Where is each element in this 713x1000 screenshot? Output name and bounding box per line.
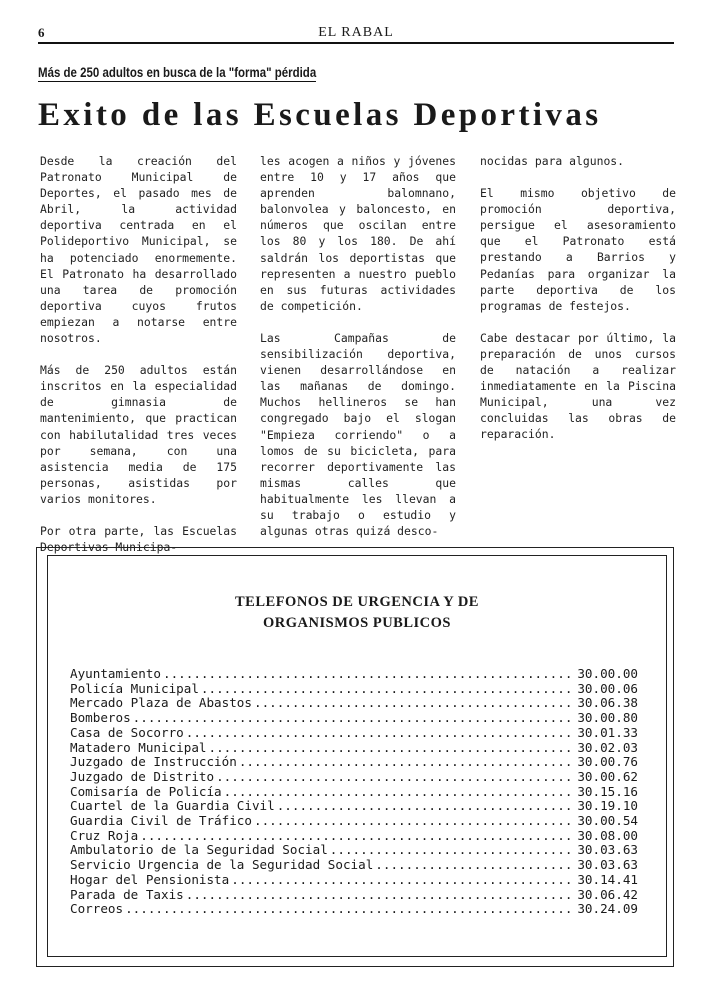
phone-list <box>70 667 638 917</box>
dot-leader <box>254 696 575 711</box>
dot-leader <box>125 902 575 917</box>
dot-leader <box>186 888 576 903</box>
paragraph: les acogen a niños y jóvenes entre 10 y 17 años que aprenden balomnano, balonvolea y baloncesto, en números que oscilan entre los 80 y los 180. De ahí saldrán los deportistas que representen a nuestro pueblo en sus futuras actividades de competición. <box>260 154 456 313</box>
phone-entry <box>70 858 638 873</box>
dot-leader <box>201 682 575 697</box>
phone-entry-name: Juzgado de Instrucción <box>70 754 237 770</box>
phone-box-title-line-1: TELEFONOS DE URGENCIA Y DE <box>235 594 479 610</box>
phone-entry-number: 30.08.00 <box>577 827 638 843</box>
phone-entry <box>70 888 638 903</box>
paragraph: Las Campañas de sensibilización deportiva, vienen desarrollándose en las mañanas de domingo. Muchos hellineros se han congregado bajo el slogan "Empieza corriendo" o a lomos de su bicicleta, para recorrer deportivamente las mismas calles que habitualmente les llevan a su trabajo o estudio y algunas otras quizá desco- <box>260 330 456 539</box>
phone-entry-number: 30.03.63 <box>577 842 638 858</box>
phone-entry-name: Ayuntamiento <box>70 666 161 681</box>
phone-entry-number: 30.00.06 <box>577 680 638 696</box>
phone-entry <box>70 667 638 682</box>
phone-entry-name: Ambulatorio de la Seguridad Social <box>70 842 328 858</box>
dot-leader <box>163 667 575 682</box>
phone-entry <box>70 799 638 814</box>
page-header <box>38 24 674 44</box>
phone-entry <box>70 770 638 785</box>
article-column-3 <box>480 153 676 459</box>
phone-entry <box>70 814 638 829</box>
phone-entry-number: 30.00.62 <box>577 768 638 784</box>
article-column-2 <box>260 153 456 555</box>
phone-entry <box>70 696 638 711</box>
phone-entry-number: 30.14.41 <box>577 871 638 887</box>
dot-leader <box>330 843 576 858</box>
dot-leader <box>231 873 575 888</box>
phone-entry-number: 30.06.38 <box>577 695 638 711</box>
phone-entry-name: Hogar del Pensionista <box>70 871 230 887</box>
dot-leader <box>239 755 576 770</box>
phone-entry <box>70 843 638 858</box>
phone-entry-name: Matadero Municipal <box>70 739 207 755</box>
phone-entry <box>70 873 638 888</box>
phone-entry-number: 30.00.80 <box>577 710 638 726</box>
phone-entry <box>70 741 638 756</box>
paragraph: Más de 250 adultos están inscritos en la especialidad de gimnasia de mantenimiento, que practican con habilutalidad tres veces por semana, con una asistencia media de 175 personas, asistidas por varios monitores. <box>40 363 237 506</box>
paragraph: Desde la creación del Patronato Municipal de Deportes, el pasado mes de Abril, la actividad deportiva centrada en el Polideportivo Municipal, se ha potenciado enormemente. El Patronato ha desarrollado una tarea de promoción deportiva cuyos frutos empiezan a notarse entre nosotros. <box>40 154 237 346</box>
phone-entry-name: Mercado Plaza de Abastos <box>70 695 252 711</box>
dot-leader <box>133 711 576 726</box>
article-headline: Exito de las Escuelas Deportivas <box>38 97 602 133</box>
phone-entry-number: 30.00.00 <box>577 666 638 681</box>
phone-box-title <box>47 592 667 634</box>
phone-entry-number: 30.02.03 <box>577 739 638 755</box>
phone-entry-name: Servicio Urgencia de la Seguridad Social <box>70 857 374 873</box>
dot-leader <box>224 785 576 800</box>
phone-entry <box>70 726 638 741</box>
phone-entry-number: 30.00.54 <box>577 813 638 829</box>
masthead: EL RABAL <box>318 25 394 40</box>
phone-entry-name: Juzgado de Distrito <box>70 768 215 784</box>
paragraph: Cabe destacar por último, la preparación de unos cursos de natación a realizar inmediatamente en la Piscina Municipal, una vez concluidas las obras de reparación. <box>480 330 676 442</box>
phone-entry-name: Parada de Taxis <box>70 886 184 902</box>
phone-entry <box>70 829 638 844</box>
paragraph: El mismo objetivo de promoción deportiva, persigue el asesoramiento que el Patronato está prestando a Barrios y Pedanías para organizar la parte deportiva de los programas de festejos. <box>480 186 676 313</box>
phone-entry-number: 30.24.09 <box>577 901 638 917</box>
dot-leader <box>186 726 576 741</box>
dot-leader <box>375 858 575 873</box>
dot-leader <box>254 814 575 829</box>
dot-leader <box>216 770 575 785</box>
page-number: 6 <box>38 25 45 40</box>
phone-entry <box>70 785 638 800</box>
phone-entry <box>70 711 638 726</box>
dot-leader <box>277 799 576 814</box>
phone-entry-number: 30.15.16 <box>577 783 638 799</box>
phone-entry-name: Cuartel de la Guardia Civil <box>70 798 275 814</box>
phone-entry <box>70 902 638 917</box>
phone-box-title-line-2: ORGANISMOS PUBLICOS <box>263 615 451 631</box>
phone-entry <box>70 682 638 697</box>
article-column-1 <box>40 153 237 571</box>
paragraph: Por otra parte, las Escuelas Deportivas Municipa- <box>40 523 237 555</box>
phone-entry-name: Correos <box>70 901 124 917</box>
phone-entry-name: Comisaría de Policía <box>70 783 222 799</box>
dot-leader <box>140 829 575 844</box>
phone-entry <box>70 755 638 770</box>
phone-entry-name: Cruz Roja <box>70 827 139 843</box>
phone-entry-number: 30.06.42 <box>577 886 638 902</box>
phone-entry-name: Casa de Socorro <box>70 724 184 740</box>
phone-entry-number: 30.01.33 <box>577 724 638 740</box>
phone-entry-number: 30.19.10 <box>577 798 638 814</box>
phone-entry-number: 30.00.76 <box>577 754 638 770</box>
phone-entry-number: 30.03.63 <box>577 857 638 873</box>
phone-entry-name: Bomberos <box>70 710 131 726</box>
phone-entry-name: Guardia Civil de Tráfico <box>70 813 252 829</box>
paragraph: nocidas para algunos. <box>480 154 625 168</box>
phone-entry-name: Policía Municipal <box>70 680 199 696</box>
dot-leader <box>208 741 575 756</box>
article-kicker: Más de 250 adultos en busca de la "forma" pérdida <box>38 64 317 80</box>
